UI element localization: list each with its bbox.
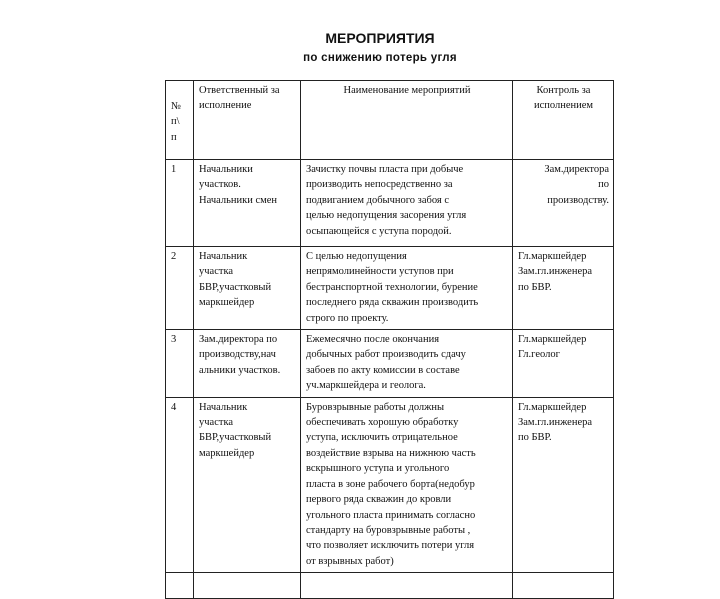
row-measure: Зачистку почвы пласта при добыче производить непосредственно за подвиганием добычного забоя с целью недопущения засорения угля осыпающейся с уступа породой. [301, 160, 513, 247]
row-responsible: Начальники участков. Начальники смен [194, 160, 301, 247]
header-number: № п\ п [166, 81, 194, 160]
table-row-continued [166, 573, 614, 599]
header-responsible: Ответственный за исполнение [194, 81, 301, 160]
row-control: Гл.маркшейдер Зам.гл.инженера по БВР. [513, 397, 614, 572]
measures-table [165, 80, 614, 599]
table-row [166, 397, 614, 572]
empty-cell [301, 573, 513, 599]
row-measure: С целью недопущения непрямолинейности уступов при бестранспортной технологии, бурение последнего ряда скважин производить строго по проекту. [301, 247, 513, 330]
row-responsible: Начальник участка БВР,участковый маркшейдер [194, 397, 301, 572]
document-title: МЕРОПРИЯТИЯ [325, 30, 435, 46]
table-row [166, 247, 614, 330]
empty-cell [194, 573, 301, 599]
row-measure: Буровзрывные работы должны обеспечивать хорошую обработку уступа, исключить отрицательное воздействие взрыва на нижнюю часть вскрышного уступа и угольного пласта в зоне рабочего борта(недобур первого ряда скважин до кровли угольного пласта принимать согласно стандарту на буровзрывные работы , что позволяет исключить потери угля от взрывных работ) [301, 397, 513, 572]
empty-cell [166, 573, 194, 599]
row-responsible: Начальник участка БВР,участковый маркшейдер [194, 247, 301, 330]
empty-cell [513, 573, 614, 599]
row-control: Гл.маркшейдер Зам.гл.инженера по БВР. [513, 247, 614, 330]
document-subtitle: по снижению потерь угля [303, 52, 457, 64]
row-responsible: Зам.директора по производству,нач альники участков. [194, 330, 301, 398]
row-measure: Ежемесячно после окончания добычных работ производить сдачу забоев по акту комиссии в составе уч.маркшейдера и геолога. [301, 330, 513, 398]
row-number: 3 [166, 330, 194, 398]
header-measure: Наименование мероприятий [301, 81, 513, 160]
row-number: 1 [166, 160, 194, 247]
table-header-row [166, 81, 614, 160]
table-row [166, 330, 614, 398]
row-number: 4 [166, 397, 194, 572]
row-control: Зам.директора по производству. [513, 160, 614, 247]
row-control: Гл.маркшейдер Гл.геолог [513, 330, 614, 398]
header-control: Контроль за исполнением [513, 81, 614, 160]
table-row [166, 160, 614, 247]
row-number: 2 [166, 247, 194, 330]
